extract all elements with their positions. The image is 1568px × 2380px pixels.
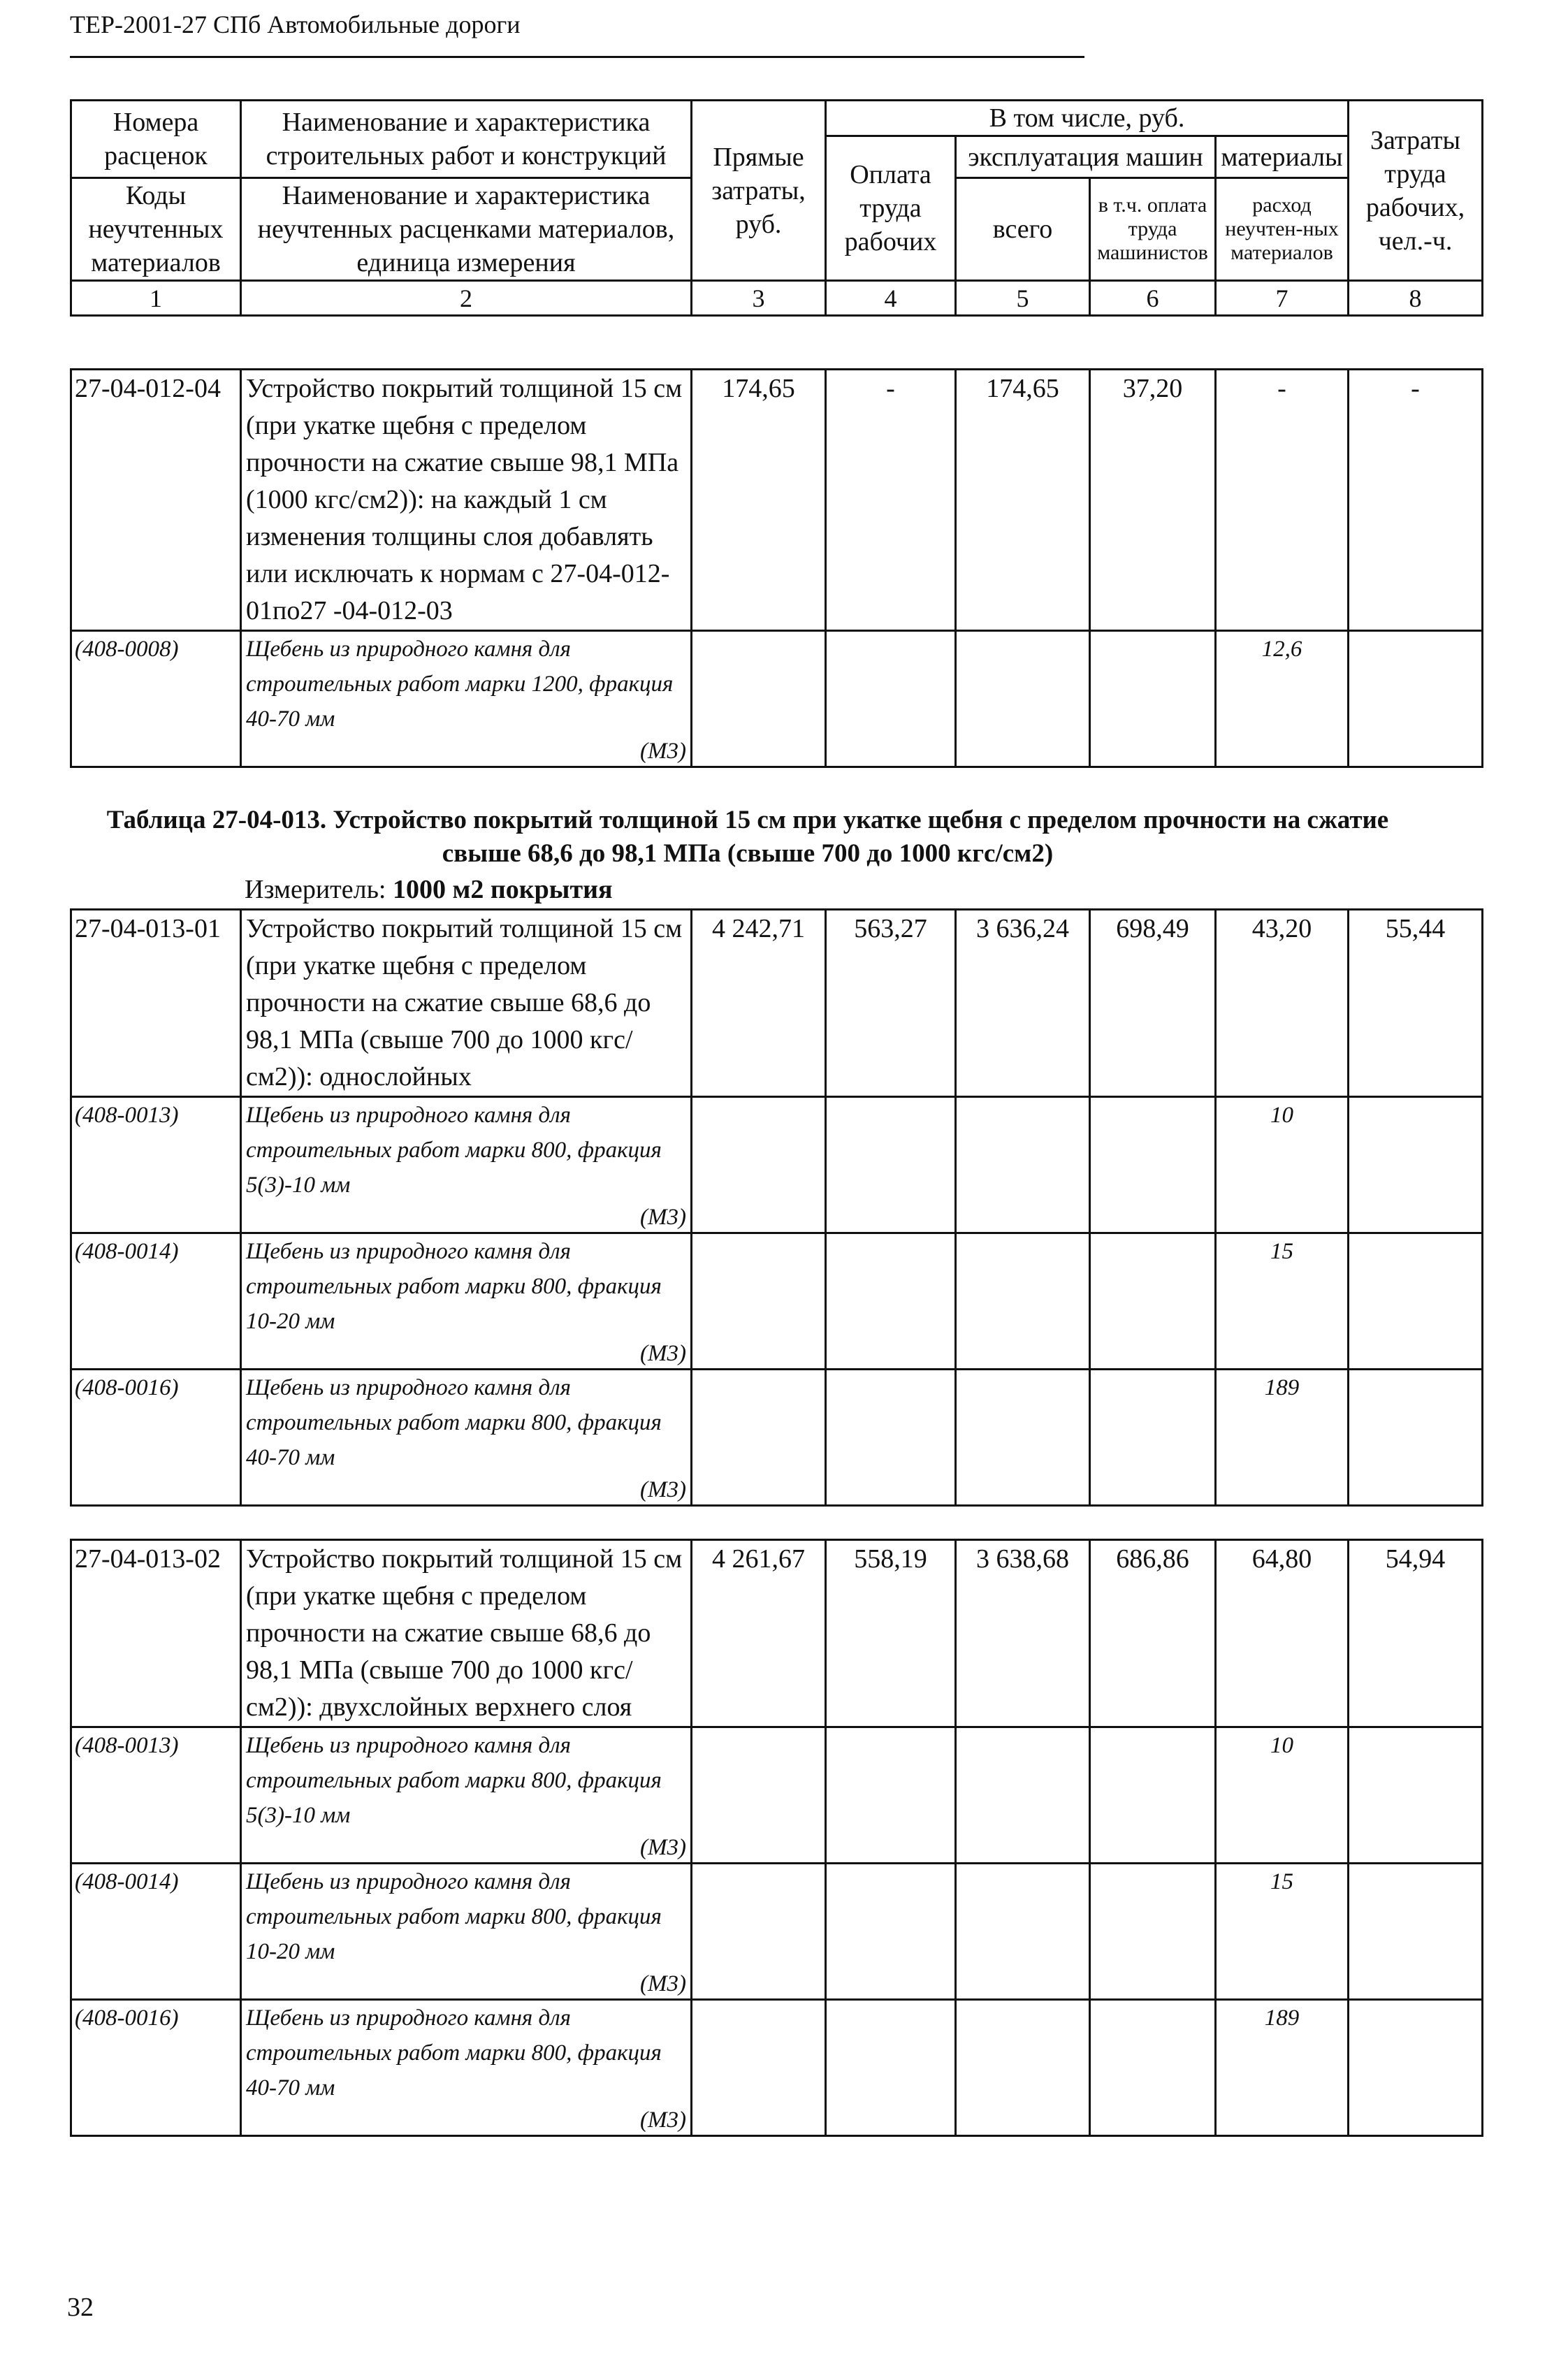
machine-total: 3 636,24 [956,910,1090,1097]
machine-labor: 698,49 [1090,910,1216,1097]
material-name: Щебень из природного камня для строительных работ марки 1200, фракция 40-70 мм [246,637,674,732]
material-code: (408-0013) [71,1097,241,1233]
hdr-num-3: 3 [692,281,826,316]
material-unit: (М3) [640,1341,686,1366]
hdr-mach-total: всего [956,178,1090,281]
hdr-materials: материалы [1216,136,1349,178]
hdr-incl: В том числе, руб. [826,101,1349,136]
material-qty: 12,6 [1216,631,1349,767]
material-qty: 15 [1216,1864,1349,2000]
material-qty: 189 [1216,2000,1349,2136]
hdr-num-4: 4 [826,281,956,316]
hdr-machines: эксплуатация машин [956,136,1216,178]
rate-code: 27-04-013-02 [71,1540,241,1727]
labor-cost: 563,27 [826,910,956,1097]
machine-total: 3 638,68 [956,1540,1090,1727]
material-code: (408-0013) [71,1727,241,1864]
material-name: Щебень из природного камня для строительных работ марки 800, фракция 5(3)-10 мм [246,1733,662,1828]
page-number: 32 [67,2293,94,2322]
hdr-num-6: 6 [1090,281,1216,316]
header-rule [70,56,1084,58]
material-qty: 10 [1216,1097,1349,1233]
meter-label: Измеритель: [245,875,393,904]
hdr-num-1: 1 [71,281,241,316]
rate-code: 27-04-012-04 [71,370,241,631]
hdr-labor: Оплата труда рабочих [826,136,956,281]
material-code: (408-0014) [71,1864,241,2000]
hdr-name: Наименование и характеристика строительных работ и конструкций [241,101,692,178]
materials-cost: - [1216,370,1349,631]
hdr-num-8: 8 [1349,281,1483,316]
hdr-name-bottom: Наименование и характеристика неучтенных расценками материалов, единица измерения [241,178,692,281]
material-qty: 15 [1216,1233,1349,1370]
hdr-direct: Прямые затраты, руб. [692,101,826,281]
material-unit: (М3) [640,1835,686,1860]
machine-labor: 37,20 [1090,370,1216,631]
meter-value: 1000 м2 покрытия [393,875,613,904]
machine-labor: 686,86 [1090,1540,1216,1727]
table-caption: Таблица 27-04-013. Устройство покрытий толщиной 15 см при укатке щебня с пределом прочности на сжатие свыше 68,6 до 98,1 МПа (свыше 700 до 1000 кгс/см2) [106,806,1389,868]
rate-description: Устройство покрытий толщиной 15 см (при укатке щебня с пределом прочности на сжатие свыше 68,6 до 98,1 МПа (свыше 700 до 1000 кгс/см2)): двухслойных верхнего слоя [241,1540,692,1727]
hdr-code: Номера расценок [71,101,241,178]
material-name: Щебень из природного камня для строительных работ марки 800, фракция 40-70 мм [246,2005,662,2100]
materials-cost: 64,80 [1216,1540,1349,1727]
material-name: Щебень из природного камня для строительных работ марки 800, фракция 10-20 мм [246,1239,662,1334]
rate-table-27-04-013-01 [70,908,1483,1507]
labor-hours: - [1349,370,1483,631]
labor-hours: 55,44 [1349,910,1483,1097]
rate-table-27-04-013-02 [70,1539,1483,2137]
material-unit: (М3) [640,1205,686,1230]
rate-code: 27-04-013-01 [71,910,241,1097]
hdr-num-5: 5 [956,281,1090,316]
hdr-code-bottom: Коды неучтенных материалов [71,178,241,281]
material-name: Щебень из природного камня для строительных работ марки 800, фракция 5(3)-10 мм [246,1103,662,1198]
material-qty: 189 [1216,1370,1349,1506]
material-unit: (М3) [640,739,686,764]
material-unit: (М3) [640,1477,686,1502]
materials-cost: 43,20 [1216,910,1349,1097]
direct-cost: 4 261,67 [692,1540,826,1727]
rate-table-27-04-012-04 [70,368,1483,768]
material-name: Щебень из природного камня для строительных работ марки 800, фракция 10-20 мм [246,1869,662,1964]
hdr-hours: Затраты труда рабочих, чел.-ч. [1349,101,1483,281]
material-unit: (М3) [640,1971,686,1996]
labor-hours: 54,94 [1349,1540,1483,1727]
material-name: Щебень из природного камня для строительных работ марки 800, фракция 40-70 мм [246,1375,662,1470]
direct-cost: 4 242,71 [692,910,826,1097]
material-code: (408-0014) [71,1233,241,1370]
rate-description: Устройство покрытий толщиной 15 см (при укатке щебня с пределом прочности на сжатие свыше 68,6 до 98,1 МПа (свыше 700 до 1000 кгс/см2)): однослойных [241,910,692,1097]
labor-cost: - [826,370,956,631]
column-header-table [70,99,1483,317]
machine-total: 174,65 [956,370,1090,631]
material-code: (408-0008) [71,631,241,767]
hdr-num-2: 2 [241,281,692,316]
rate-description: Устройство покрытий толщиной 15 см (при укатке щебня с пределом прочности на сжатие свыше 98,1 МПа (1000 кгс/см2)): на каждый 1 см изменения толщины слоя добавлять или исключать к нормам с 27-04-012-01по27 -04-012-03 [241,370,692,631]
hdr-num-7: 7 [1216,281,1349,316]
hdr-mat-spend: расход неучтен-ных материалов [1216,178,1349,281]
hdr-mach-labor: в т.ч. оплата труда машинистов [1090,178,1216,281]
material-unit: (М3) [640,2107,686,2133]
running-header: ТЕР-2001-27 СПб Автомобильные дороги [70,10,521,38]
material-code: (408-0016) [71,1370,241,1506]
material-code: (408-0016) [71,2000,241,2136]
material-qty: 10 [1216,1727,1349,1864]
direct-cost: 174,65 [692,370,826,631]
measurement-unit [245,874,613,905]
labor-cost: 558,19 [826,1540,956,1727]
